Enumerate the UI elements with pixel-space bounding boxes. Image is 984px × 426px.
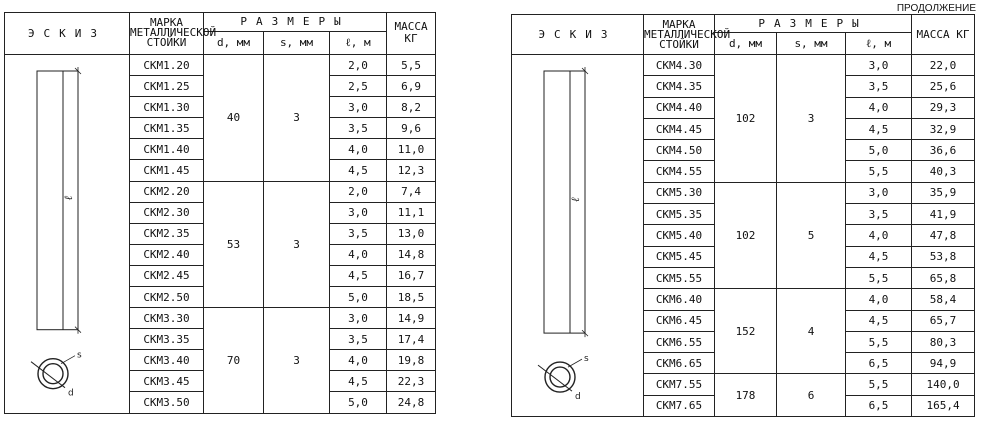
header-mass: МАССА КГ [912, 15, 975, 55]
left-panel [4, 12, 436, 414]
mark-cell: СКМ2.40 [130, 244, 204, 265]
l-cell: 4,5 [846, 118, 912, 139]
l-cell: 4,5 [330, 265, 387, 286]
mark-cell: СКМ5.45 [644, 246, 715, 267]
s-cell: 3 [264, 181, 330, 308]
mark-cell: СКМ4.45 [644, 118, 715, 139]
l-cell: 5,0 [846, 140, 912, 161]
length-label: ℓ [569, 197, 582, 203]
s-cell: 3 [777, 55, 846, 183]
mark-cell: СКМ3.50 [130, 392, 204, 413]
l-cell: 3,5 [330, 118, 387, 139]
l-cell: 3,0 [846, 182, 912, 203]
s-cell: 6 [777, 374, 846, 417]
table-row [5, 54, 436, 75]
l-cell: 4,5 [846, 246, 912, 267]
header-sketch: ЭСКИЗ [5, 13, 130, 55]
l-cell: 5,5 [846, 267, 912, 288]
mass-cell: 165,4 [912, 395, 975, 416]
l-cell: 5,5 [846, 161, 912, 182]
length-label: ℓ [62, 195, 75, 201]
mass-cell: 17,4 [387, 329, 436, 350]
l-cell: 5,5 [846, 374, 912, 395]
mark-cell: СКМ5.30 [644, 182, 715, 203]
s-leader [61, 356, 75, 364]
mark-cell: СКМ1.35 [130, 118, 204, 139]
l-cell: 4,5 [330, 371, 387, 392]
mass-cell: 41,9 [912, 204, 975, 225]
mass-cell: 22,3 [387, 371, 436, 392]
mass-cell: 36,6 [912, 140, 975, 161]
l-cell: 3,5 [846, 76, 912, 97]
header-sizes: РАЗМЕРЫ [204, 13, 387, 32]
mass-cell: 22,0 [912, 55, 975, 76]
mass-cell: 53,8 [912, 246, 975, 267]
mass-cell: 13,0 [387, 223, 436, 244]
mass-cell: 40,3 [912, 161, 975, 182]
d-cell: 53 [204, 181, 264, 308]
l-cell: 4,0 [330, 139, 387, 160]
mark-cell: СКМ5.55 [644, 267, 715, 288]
header-s: s, мм [264, 31, 330, 54]
d-label: d [68, 388, 74, 399]
mark-cell: СКМ3.35 [130, 329, 204, 350]
mass-cell: 5,5 [387, 54, 436, 75]
mark-cell: СКМ4.55 [644, 161, 715, 182]
continuation-label: ПРОДОЛЖЕНИЕ [896, 3, 976, 14]
l-cell: 2,0 [330, 54, 387, 75]
mass-cell: 94,9 [912, 353, 975, 374]
l-cell: 6,5 [846, 395, 912, 416]
s-cell: 5 [777, 182, 846, 288]
header-mark: МАРКА МЕТАЛЛИЧЕСКОЙ СТОЙКИ [130, 13, 204, 55]
mass-cell: 32,9 [912, 118, 975, 139]
header-s: s, мм [777, 33, 846, 55]
l-cell: 3,0 [330, 97, 387, 118]
mass-cell: 47,8 [912, 225, 975, 246]
mass-cell: 19,8 [387, 350, 436, 371]
mass-cell: 6,9 [387, 76, 436, 97]
l-cell: 3,5 [846, 204, 912, 225]
mark-cell: СКМ5.35 [644, 204, 715, 225]
table-row [512, 55, 975, 76]
l-cell: 3,0 [330, 308, 387, 329]
l-cell: 2,5 [330, 76, 387, 97]
mass-cell: 16,7 [387, 265, 436, 286]
mark-cell: СКМ7.65 [644, 395, 715, 416]
l-cell: 4,5 [330, 160, 387, 181]
mass-cell: 65,7 [912, 310, 975, 331]
header-d: d, мм [715, 33, 777, 55]
mass-cell: 14,9 [387, 308, 436, 329]
mark-cell: СКМ6.65 [644, 353, 715, 374]
mass-cell: 18,5 [387, 287, 436, 308]
l-cell: 4,0 [330, 244, 387, 265]
d-cell: 70 [204, 308, 264, 413]
mass-cell: 12,3 [387, 160, 436, 181]
l-cell: 4,0 [846, 225, 912, 246]
right-table [511, 14, 975, 417]
mark-cell: СКМ2.35 [130, 223, 204, 244]
mass-cell: 65,8 [912, 267, 975, 288]
mark-cell: СКМ6.45 [644, 310, 715, 331]
mark-cell: СКМ3.40 [130, 350, 204, 371]
l-cell: 6,5 [846, 353, 912, 374]
mark-cell: СКМ4.30 [644, 55, 715, 76]
sketch-svg [5, 55, 130, 414]
mass-cell: 58,4 [912, 289, 975, 310]
mass-cell: 25,6 [912, 76, 975, 97]
s-label: s [77, 350, 82, 361]
s-cell: 4 [777, 289, 846, 374]
sketch-drawing [512, 55, 644, 417]
header-l: ℓ, м [846, 33, 912, 55]
s-label: s [584, 354, 589, 365]
left-table [4, 12, 436, 414]
mark-cell: СКМ3.45 [130, 371, 204, 392]
mass-cell: 7,4 [387, 181, 436, 202]
mark-cell: СКМ6.55 [644, 331, 715, 352]
l-cell: 3,5 [330, 223, 387, 244]
l-cell: 5,0 [330, 287, 387, 308]
mark-cell: СКМ7.55 [644, 374, 715, 395]
l-cell: 5,5 [846, 331, 912, 352]
l-cell: 2,0 [330, 181, 387, 202]
mass-cell: 80,3 [912, 331, 975, 352]
d-cell: 178 [715, 374, 777, 417]
d-label: d [575, 392, 581, 403]
d-cell: 102 [715, 55, 777, 183]
mark-cell: СКМ3.30 [130, 308, 204, 329]
d-cell: 40 [204, 54, 264, 181]
l-cell: 4,0 [330, 350, 387, 371]
l-cell: 3,0 [846, 55, 912, 76]
mark-cell: СКМ2.20 [130, 181, 204, 202]
header-sizes: РАЗМЕРЫ [715, 15, 912, 33]
l-cell: 3,5 [330, 329, 387, 350]
l-cell: 4,0 [846, 97, 912, 118]
mark-cell: СКМ1.30 [130, 97, 204, 118]
l-cell: 5,0 [330, 392, 387, 413]
mark-cell: СКМ5.40 [644, 225, 715, 246]
s-cell: 3 [264, 54, 330, 181]
s-cell: 3 [264, 308, 330, 413]
l-cell: 3,0 [330, 202, 387, 223]
l-cell: 4,0 [846, 289, 912, 310]
mark-cell: СКМ2.45 [130, 265, 204, 286]
header-d: d, мм [204, 31, 264, 54]
mark-cell: СКМ1.25 [130, 76, 204, 97]
header-l: ℓ, м [330, 31, 387, 54]
header-mark: МАРКА МЕТАЛЛИЧЕСКОЙ СТОЙКИ [644, 15, 715, 55]
mass-cell: 140,0 [912, 374, 975, 395]
mass-cell: 8,2 [387, 97, 436, 118]
mark-cell: СКМ1.40 [130, 139, 204, 160]
l-cell: 4,5 [846, 310, 912, 331]
mark-cell: СКМ4.35 [644, 76, 715, 97]
mark-cell: СКМ4.50 [644, 140, 715, 161]
d-cell: 152 [715, 289, 777, 374]
mark-cell: СКМ6.40 [644, 289, 715, 310]
mass-cell: 11,1 [387, 202, 436, 223]
right-panel [511, 14, 975, 417]
sketch-svg [512, 55, 644, 417]
mass-cell: 24,8 [387, 392, 436, 413]
mark-cell: СКМ4.40 [644, 97, 715, 118]
d-cell: 102 [715, 182, 777, 288]
mass-cell: 29,3 [912, 97, 975, 118]
mass-cell: 14,8 [387, 244, 436, 265]
sketch-drawing [5, 54, 130, 413]
mark-cell: СКМ2.30 [130, 202, 204, 223]
mass-cell: 35,9 [912, 182, 975, 203]
mark-cell: СКМ1.20 [130, 54, 204, 75]
header-mass: МАССА КГ [387, 13, 436, 55]
s-leader [568, 359, 582, 367]
mark-cell: СКМ2.50 [130, 287, 204, 308]
mass-cell: 11,0 [387, 139, 436, 160]
mass-cell: 9,6 [387, 118, 436, 139]
mark-cell: СКМ1.45 [130, 160, 204, 181]
header-sketch: ЭСКИЗ [512, 15, 644, 55]
